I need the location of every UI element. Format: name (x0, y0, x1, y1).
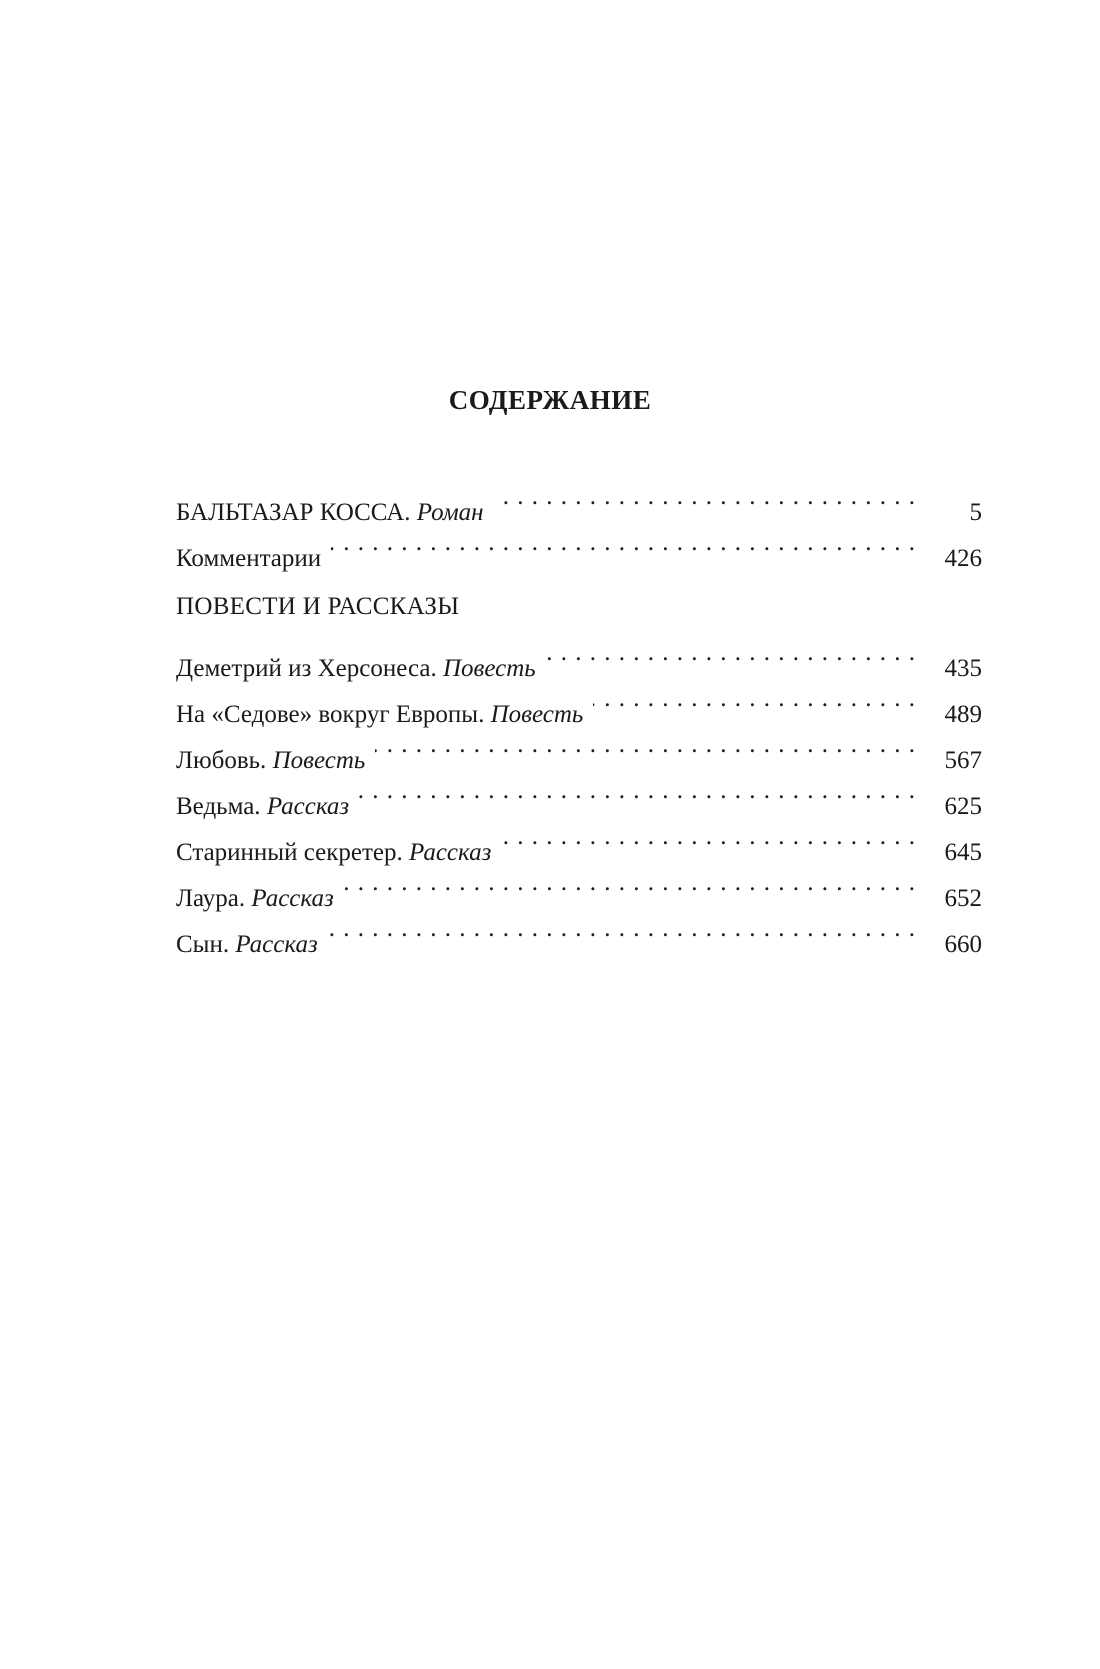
dot-leader (546, 630, 916, 676)
toc-entry-genre: Рассказ (235, 931, 318, 958)
toc-entry-title: Комментарии (176, 545, 322, 572)
toc-entry-page: 489 (944, 701, 982, 728)
toc-entry-page: 5 (969, 499, 982, 526)
dot-leader (328, 906, 916, 952)
dot-leader (344, 860, 916, 906)
dot-leader (501, 814, 916, 860)
toc-entry-genre: Рассказ (266, 793, 350, 820)
toc-entry-title: Деметрий из Херсонеса. (176, 655, 437, 682)
table-of-contents (176, 474, 982, 958)
toc-entry-title: Старинный секретер. (176, 839, 403, 866)
toc-entry[interactable] (176, 630, 982, 682)
toc-entry-title: Ведьма. (176, 793, 261, 820)
toc-entry-page: 645 (944, 839, 982, 866)
toc-entry-page: 426 (944, 545, 982, 572)
toc-entry-genre: Роман (416, 499, 484, 526)
toc-entry[interactable] (176, 474, 982, 526)
toc-entry-title: Любовь. (176, 747, 267, 774)
page-title: СОДЕРЖАНИЕ (448, 385, 652, 415)
dot-leader (494, 474, 916, 520)
toc-entry-page: 652 (944, 885, 982, 912)
toc-entry-title: Лаура. (176, 885, 246, 912)
section-heading: ПОВЕСТИ И РАССКАЗЫ (176, 593, 460, 620)
toc-entry-page: 435 (944, 655, 982, 682)
dot-leader (593, 676, 916, 722)
toc-entry-page: 660 (944, 931, 982, 958)
toc-entry-page: 625 (944, 793, 982, 820)
toc-entry-title: На «Седове» вокруг Европы. (176, 701, 485, 728)
dot-leader (331, 520, 916, 566)
toc-entry-genre: Рассказ (409, 839, 492, 866)
toc-entry-genre: Повесть (442, 655, 536, 682)
toc-entry-title: БАЛЬТАЗАР КОССА. (176, 499, 411, 526)
toc-entry-genre: Повесть (490, 701, 584, 728)
toc-entry-genre: Рассказ (251, 885, 334, 912)
toc-entry-genre: Повесть (272, 747, 366, 774)
dot-leader (359, 768, 916, 814)
dot-leader (375, 722, 916, 768)
toc-entry-title: Сын. (176, 931, 230, 958)
toc-entry-page: 567 (944, 747, 982, 774)
